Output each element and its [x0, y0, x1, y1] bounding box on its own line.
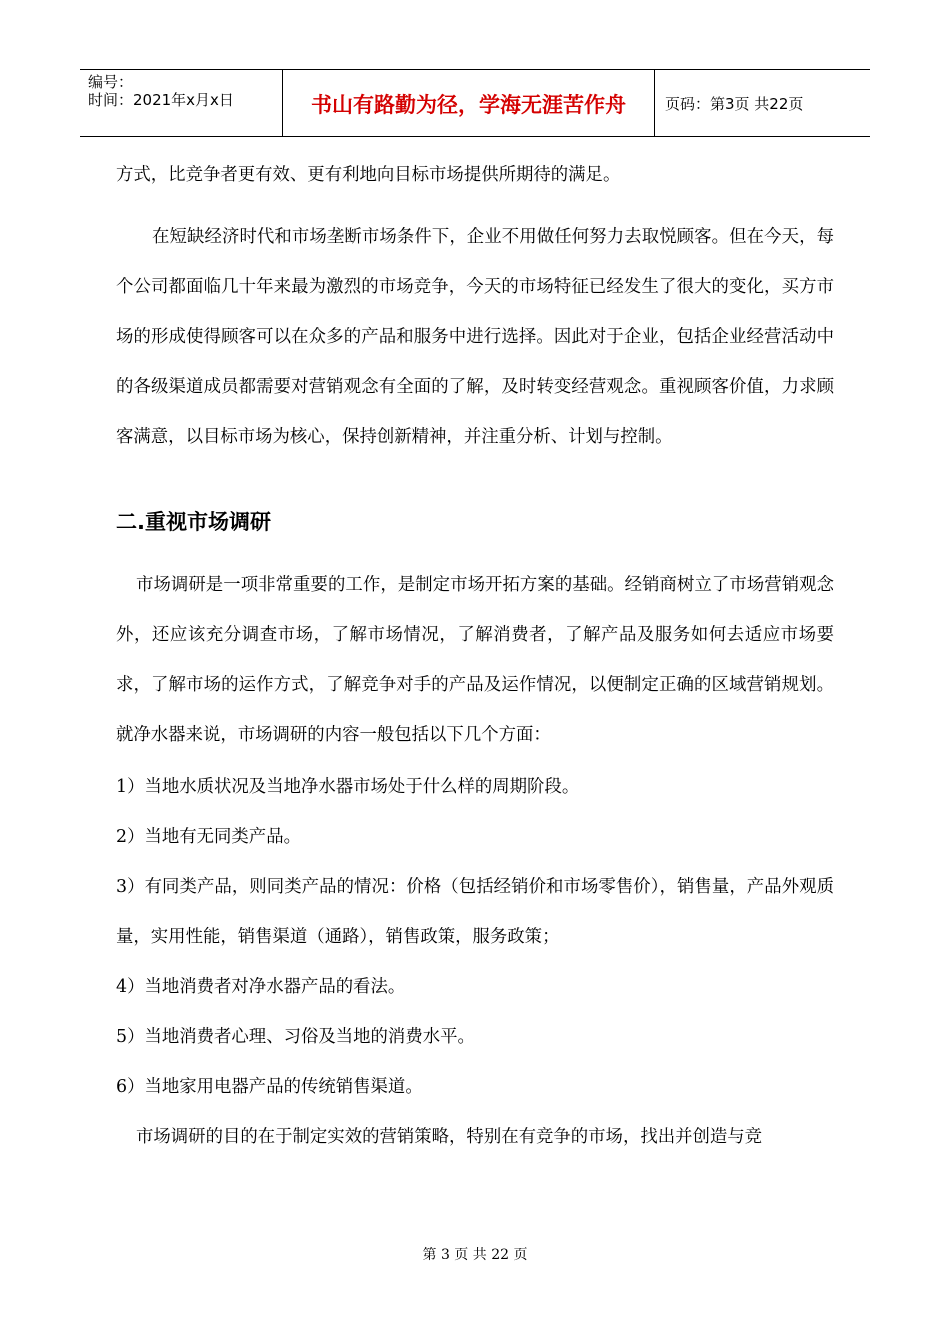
- paragraph-market-research: 市场调研是一项非常重要的工作，是制定市场开拓方案的基础。经销商树立了市场营销观念外，还应该充分调查市场，了解市场情况，了解消费者，了解产品及服务如何去适应市场要求，了解市场的运作方式，了解竞争对手的产品及运作情况，以便制定正确的区域营销规划。就净水器来说，市场调研的内容一般包括以下几个方面：: [116, 575, 834, 745]
- research-items-list: [116, 762, 834, 1112]
- header-motto-cell: [283, 70, 655, 136]
- list-item: 5）当地消费者心理、习俗及当地的消费水平。: [116, 1027, 475, 1047]
- list-item: 6）当地家用电器产品的传统销售渠道。: [116, 1077, 423, 1097]
- list-item: 2）当地有无同类产品。: [116, 827, 301, 847]
- list-item: 1）当地水质状况及当地净水器市场处于什么样的周期阶段。: [116, 777, 580, 797]
- paragraph-market-competition: 在短缺经济时代和市场垄断市场条件下，企业不用做任何努力去取悦顾客。但在今天，每个公司都面临几十年来最为激烈的市场竞争，今天的市场特征已经发生了很大的变化，买方市场的形成使得顾客可以在众多的产品和服务中进行选择。因此对于企业，包括企业经营活动中的各级渠道成员都需要对营销观念有全面的了解，及时转变经营观念。重视顾客价值，力求顾客满意，以目标市场为核心，保持创新精神，并注重分析、计划与控制。: [116, 227, 834, 447]
- header-table: [80, 69, 870, 137]
- paragraph-research-purpose: 市场调研的目的在于制定实效的营销策略，特别在有竞争的市场，找出并创造与竞: [136, 1127, 763, 1147]
- page-footer: 第 3 页 共 22 页: [422, 1247, 528, 1263]
- list-item: 4）当地消费者对净水器产品的看法。: [116, 977, 406, 997]
- paragraph-continuation: 方式，比竞争者更有效、更有利地向目标市场提供所期待的满足。: [116, 165, 621, 185]
- document-date-label: 时间：2021年x月x日: [88, 91, 234, 109]
- motto-text: 书山有路勤为径，学海无涯苦作舟: [311, 93, 626, 117]
- header-info-cell: [80, 70, 283, 136]
- document-body: [116, 150, 834, 1162]
- document-number-label: 编号：: [88, 73, 134, 91]
- header-page-info: 页码：第3页 共22页: [665, 95, 804, 113]
- header-page-cell: [655, 70, 870, 136]
- list-item: 3）有同类产品，则同类产品的情况：价格（包括经销价和市场零售价），销售量，产品外观质量，实用性能，销售渠道（通路），销售政策，服务政策；: [116, 877, 834, 947]
- section-title: 二.重视市场调研: [116, 510, 271, 534]
